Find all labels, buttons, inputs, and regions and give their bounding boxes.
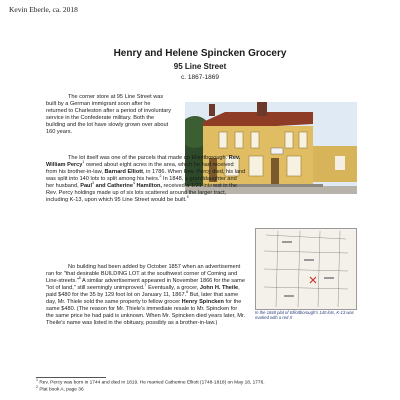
p3-text-c: Eventually, a grocer, [148, 285, 199, 291]
footnote-2-mark: 2 [36, 384, 38, 389]
footnote-mark: 7 [144, 283, 147, 288]
p3-text-h: for the same $480. [46, 299, 242, 312]
paragraph-1-text: The corner store at 95 Line Street was built by a German immigrant soon after he returned to Charleston after a period of involuntary service in the Confederate military. Both the building and the lot have slowly grown over about 160 years. [46, 94, 171, 135]
footnote-mark: 6 [78, 276, 81, 281]
footnote-mark: 1 [82, 160, 85, 165]
p2-text-f: In 1848, a granddaughter and her husband, [46, 176, 237, 189]
footnote-mark: 4 [132, 181, 135, 186]
author-header: Kevin Eberle, ca. 2018 [9, 5, 78, 14]
footnote-1 [36, 380, 396, 387]
paragraph-3 [46, 264, 246, 327]
plat-map-image [255, 228, 357, 310]
p2-text-k: received a 1/21 interest in the Rev. Percy holdings made up of six lots scattered around the larger tract, including K-13, upon which 95 Line Street would be built. [46, 183, 237, 203]
body-text [46, 94, 239, 136]
p3-text-i: (The reason for Mr. Thiele's immediate resale to Mr. Spincken for the same price he had paid is unknown. When Mr. Spincken died years later, Mr. Theile's name was listed in the obituary, possibly as a brother-in-law.) [46, 306, 245, 326]
person-name-barnard-elliott: Barnard Elliott [104, 169, 143, 175]
p2-text-and: and [95, 183, 106, 189]
plat-map-drawing [256, 229, 356, 309]
document-title: Henry and Helene Spincken Grocery [113, 48, 287, 59]
map-caption: In the 1848 plat of Elliottborough's 140 lots, K-13 was marked with a red X [255, 310, 354, 320]
footnote-mark: 3 [92, 181, 95, 186]
footnote-1-text: Rev. Percy was born in 1744 and died in 1819. He married Catherine Elliott (1748-1818) on May 18, 1776. [39, 380, 265, 386]
p2-text-e: , in 1786. When Rev. Percy died, his land was split into 140 lots to split among his heirs. [46, 169, 246, 182]
person-name-paul: Paul [80, 183, 93, 189]
footnote-divider [36, 377, 106, 378]
person-name-william-percy: Rev. William Percy [46, 155, 241, 168]
p2-text-c: owned about eight acres in the area, which he had received from his brother-in-law, [46, 162, 234, 175]
body-text-3 [46, 264, 246, 327]
p3-text-e: , paid $480 for the 35 by 129 foot lot on January 11, 1867. [46, 285, 240, 298]
person-name-john-theile: John H. Theile [199, 285, 239, 291]
person-name-catherine: Catherine [107, 183, 133, 189]
footnotes [36, 380, 396, 393]
footnote-2-text: Plat book A, page 36 [39, 387, 84, 393]
paragraph-1 [46, 94, 171, 136]
person-name-henry-spincken: Henry Spincken [181, 299, 224, 305]
footnote-2 [36, 384, 396, 394]
person-name-hamilton: Hamilton, [136, 183, 162, 189]
p2-text-a: The lot itself was one of the parcels that made up Elliottborough. [68, 155, 228, 161]
p3-text-f: But, later that same day, Mr. Thiele sold the same property to fellow grocer [46, 292, 239, 305]
document-subtitle: 95 Line Street [173, 62, 227, 71]
footnote-mark: 2 [159, 174, 162, 179]
paragraph-2 [46, 155, 246, 204]
body-text-2 [46, 155, 246, 204]
p3-text-b: A similar advertisement appeared in November 1866 for the same "lot of land," still seemingly unimproved. [46, 278, 245, 291]
footnote-mark: 5 [186, 195, 189, 200]
p3-text-a: No building had been added by October 1857 when an advertisement ran for "that desirable BUILDING LOT at the southwest corner of Coming and Line-streets." [46, 264, 241, 284]
date-range: c. 1867-1869 [181, 74, 219, 81]
footnote-1-mark: 1 [36, 378, 38, 382]
footnote-mark: 8 [186, 290, 189, 295]
